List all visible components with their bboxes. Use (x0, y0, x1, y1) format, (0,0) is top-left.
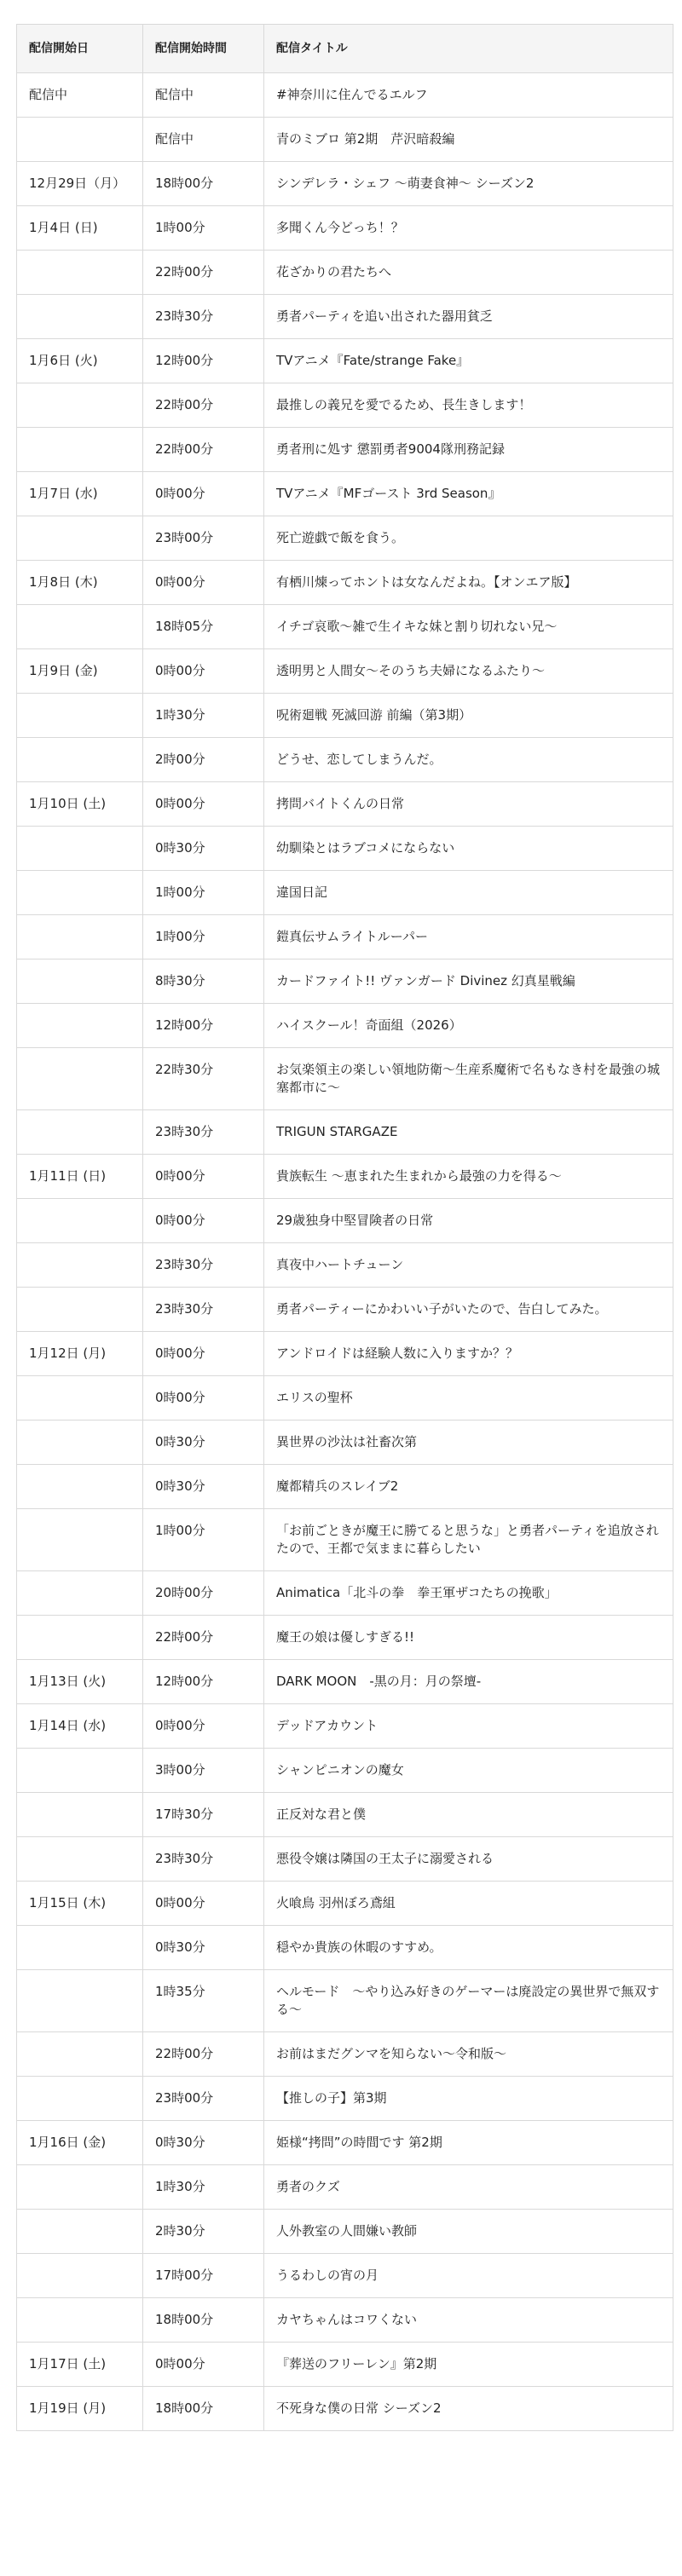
table-row (17, 1509, 673, 1571)
table-header (17, 25, 673, 73)
cell-start-date: 1月13日 (火) (17, 1660, 143, 1704)
cell-title: カードファイト!! ヴァンガード Divinez 幻真星戦編 (264, 960, 673, 1004)
cell-start-date (17, 251, 143, 295)
cell-title: カヤちゃんはコワくない (264, 2298, 673, 2343)
table-row (17, 339, 673, 383)
cell-start-date (17, 1926, 143, 1970)
cell-title: 【推しの子】第3期 (264, 2077, 673, 2121)
table-row (17, 1616, 673, 1660)
cell-start-date: 1月11日 (日) (17, 1155, 143, 1199)
cell-start-date: 1月6日 (火) (17, 339, 143, 383)
table-row (17, 1155, 673, 1199)
cell-start-time: 17時30分 (143, 1793, 264, 1837)
cell-start-date: 1月17日 (土) (17, 2343, 143, 2387)
cell-title: 穏やか貴族の休暇のすすめ。 (264, 1926, 673, 1970)
cell-start-time: 12時00分 (143, 1004, 264, 1048)
cell-title: 有栖川煉ってホントは女なんだよね。【オンエア版】 (264, 561, 673, 605)
cell-start-date (17, 1793, 143, 1837)
cell-start-date (17, 1837, 143, 1882)
cell-start-date (17, 295, 143, 339)
table-row (17, 1004, 673, 1048)
cell-start-date (17, 383, 143, 428)
cell-title: 真夜中ハートチューン (264, 1243, 673, 1288)
cell-start-time: 23時30分 (143, 1288, 264, 1332)
cell-title: #神奈川に住んでるエルフ (264, 73, 673, 118)
cell-start-date: 1月9日 (金) (17, 649, 143, 694)
cell-title: うるわしの宵の月 (264, 2254, 673, 2298)
cell-start-time: 23時30分 (143, 1110, 264, 1155)
cell-title: ヘルモード ～やり込み好きのゲーマーは廃設定の異世界で無双する～ (264, 1970, 673, 2032)
cell-title: 多聞くん今どっち！？ (264, 206, 673, 251)
cell-title: 幼馴染とはラブコメにならない (264, 827, 673, 871)
table-row (17, 605, 673, 649)
cell-title: お気楽領主の楽しい領地防衛～生産系魔術で名もなき村を最強の城塞都市に～ (264, 1048, 673, 1110)
cell-start-time: 20時00分 (143, 1571, 264, 1616)
table-row (17, 1243, 673, 1288)
cell-title: 青のミブロ 第2期 芹沢暗殺編 (264, 118, 673, 162)
cell-start-time: 18時00分 (143, 2298, 264, 2343)
table-row (17, 472, 673, 516)
cell-start-date (17, 428, 143, 472)
cell-title: 勇者パーティーにかわいい子がいたので、告白してみた。 (264, 1288, 673, 1332)
cell-start-time: 18時05分 (143, 605, 264, 649)
table-row (17, 2121, 673, 2165)
cell-start-time: 23時30分 (143, 1837, 264, 1882)
cell-start-date (17, 1616, 143, 1660)
cell-title: 魔王の娘は優しすぎる!! (264, 1616, 673, 1660)
cell-start-date (17, 871, 143, 915)
cell-start-time: 0時00分 (143, 1155, 264, 1199)
cell-start-date (17, 1571, 143, 1616)
cell-title: Animatica「北斗の拳 拳王軍ザコたちの挽歌」 (264, 1571, 673, 1616)
table-row (17, 1749, 673, 1793)
cell-start-time: 2時00分 (143, 738, 264, 782)
cell-title: TRIGUN STARGAZE (264, 1110, 673, 1155)
table-row (17, 1704, 673, 1749)
cell-title: エリスの聖杯 (264, 1376, 673, 1421)
cell-start-date (17, 1421, 143, 1465)
cell-start-time: 12時00分 (143, 1660, 264, 1704)
cell-title: 悪役令嬢は隣国の王太子に溺愛される (264, 1837, 673, 1882)
cell-start-date (17, 2032, 143, 2077)
cell-title: 「お前ごときが魔王に勝てると思うな」と勇者パーティを追放されたので、王都で気ままに暮らしたい (264, 1509, 673, 1571)
cell-start-date: 1月8日 (木) (17, 561, 143, 605)
cell-title: 拷問バイトくんの日常 (264, 782, 673, 827)
table-row (17, 1332, 673, 1376)
table-row (17, 1882, 673, 1926)
table-row (17, 2210, 673, 2254)
cell-title: 異世界の沙汰は社畜次第 (264, 1421, 673, 1465)
table-row (17, 1571, 673, 1616)
cell-start-date (17, 915, 143, 960)
cell-start-time: 0時00分 (143, 1199, 264, 1243)
table-row (17, 2077, 673, 2121)
cell-title: 『葬送のフリーレン』第2期 (264, 2343, 673, 2387)
cell-start-time: 0時00分 (143, 561, 264, 605)
cell-start-date (17, 1110, 143, 1155)
cell-start-time: 0時00分 (143, 1704, 264, 1749)
cell-start-date (17, 605, 143, 649)
cell-start-date (17, 1970, 143, 2032)
cell-title: 最推しの義兄を愛でるため、長生きします！ (264, 383, 673, 428)
table-row (17, 915, 673, 960)
cell-start-time: 0時30分 (143, 1465, 264, 1509)
cell-title: 勇者パーティを追い出された器用貧乏 (264, 295, 673, 339)
cell-title: お前はまだグンマを知らない～令和版～ (264, 2032, 673, 2077)
table-row (17, 1926, 673, 1970)
table-row (17, 2165, 673, 2210)
header-start-time: 配信開始時間 (143, 25, 264, 73)
cell-start-time: 1時35分 (143, 1970, 264, 2032)
cell-title: 勇者刑に処す 懲罰勇者9004隊刑務記録 (264, 428, 673, 472)
table-row (17, 2343, 673, 2387)
cell-title: ハイスクール！奇面組（2026） (264, 1004, 673, 1048)
cell-start-date (17, 738, 143, 782)
table-row (17, 73, 673, 118)
cell-start-time: 8時30分 (143, 960, 264, 1004)
cell-title: 鎧真伝サムライトルーパー (264, 915, 673, 960)
cell-start-time: 0時30分 (143, 1421, 264, 1465)
cell-start-time: 0時30分 (143, 2121, 264, 2165)
cell-title: 人外教室の人間嫌い教師 (264, 2210, 673, 2254)
table-row (17, 251, 673, 295)
table-row (17, 738, 673, 782)
table-row (17, 1421, 673, 1465)
cell-start-date (17, 1004, 143, 1048)
cell-start-date: 1月10日 (土) (17, 782, 143, 827)
table-row (17, 694, 673, 738)
cell-start-time: 22時00分 (143, 251, 264, 295)
cell-start-time: 1時30分 (143, 2165, 264, 2210)
table-row (17, 1288, 673, 1332)
cell-start-date (17, 1465, 143, 1509)
cell-title: 勇者のクズ (264, 2165, 673, 2210)
table-row (17, 1837, 673, 1882)
cell-start-date (17, 1509, 143, 1571)
cell-title: 花ざかりの君たちへ (264, 251, 673, 295)
cell-title: 魔都精兵のスレイブ2 (264, 1465, 673, 1509)
cell-start-date: 配信中 (17, 73, 143, 118)
table-row (17, 561, 673, 605)
table-row (17, 1110, 673, 1155)
table-body (17, 73, 673, 2431)
cell-start-time: 22時00分 (143, 383, 264, 428)
table-row (17, 1660, 673, 1704)
cell-start-date (17, 1376, 143, 1421)
cell-start-date: 1月4日 (日) (17, 206, 143, 251)
cell-title: 29歳独身中堅冒険者の日常 (264, 1199, 673, 1243)
cell-start-time: 0時30分 (143, 1926, 264, 1970)
cell-title: 透明男と人間女～そのうち夫婦になるふたり～ (264, 649, 673, 694)
cell-start-time: 0時00分 (143, 649, 264, 694)
table-row (17, 649, 673, 694)
table-row (17, 2387, 673, 2431)
cell-start-date (17, 1749, 143, 1793)
table-row (17, 295, 673, 339)
table-row (17, 1376, 673, 1421)
cell-start-date (17, 516, 143, 561)
cell-start-time: 23時00分 (143, 516, 264, 561)
table-row (17, 2298, 673, 2343)
cell-start-date (17, 960, 143, 1004)
cell-start-time: 17時00分 (143, 2254, 264, 2298)
cell-title: 姫様“拷問”の時間です 第2期 (264, 2121, 673, 2165)
cell-start-time: 3時00分 (143, 1749, 264, 1793)
cell-title: 正反対な君と僕 (264, 1793, 673, 1837)
cell-start-date (17, 1288, 143, 1332)
table-row (17, 383, 673, 428)
cell-title: イチゴ哀歌～雑で生イキな妹と割り切れない兄～ (264, 605, 673, 649)
cell-title: シャンピニオンの魔女 (264, 1749, 673, 1793)
cell-start-date (17, 1243, 143, 1288)
cell-title: 貴族転生 ～恵まれた生まれから最強の力を得る～ (264, 1155, 673, 1199)
cell-start-time: 0時00分 (143, 472, 264, 516)
cell-title: 火喰鳥 羽州ぼろ鳶組 (264, 1882, 673, 1926)
cell-title: シンデレラ・シェフ ～萌妻食神～ シーズン2 (264, 162, 673, 206)
cell-start-date: 1月15日 (木) (17, 1882, 143, 1926)
cell-start-time: 0時00分 (143, 1882, 264, 1926)
cell-start-date (17, 2077, 143, 2121)
cell-start-time: 12時00分 (143, 339, 264, 383)
cell-start-time: 0時00分 (143, 1376, 264, 1421)
table-row (17, 2254, 673, 2298)
cell-start-date: 1月12日 (月) (17, 1332, 143, 1376)
table-row (17, 1970, 673, 2032)
cell-start-time: 22時00分 (143, 1616, 264, 1660)
cell-start-time: 1時00分 (143, 1509, 264, 1571)
cell-start-date: 1月19日 (月) (17, 2387, 143, 2431)
cell-start-time: 18時00分 (143, 162, 264, 206)
cell-start-time: 1時00分 (143, 871, 264, 915)
cell-title: 違国日記 (264, 871, 673, 915)
cell-start-time: 2時30分 (143, 2210, 264, 2254)
table-row (17, 960, 673, 1004)
table-row (17, 162, 673, 206)
table-row (17, 2032, 673, 2077)
cell-start-date (17, 1199, 143, 1243)
cell-start-time: 0時00分 (143, 2343, 264, 2387)
cell-start-date (17, 694, 143, 738)
cell-start-date: 1月16日 (金) (17, 2121, 143, 2165)
schedule-table (16, 24, 673, 2431)
cell-start-time: 1時00分 (143, 915, 264, 960)
cell-start-time: 1時30分 (143, 694, 264, 738)
cell-start-time: 22時30分 (143, 1048, 264, 1110)
table-row (17, 428, 673, 472)
cell-title: 不死身な僕の日常 シーズン2 (264, 2387, 673, 2431)
table-row (17, 782, 673, 827)
table-row (17, 118, 673, 162)
cell-start-date: 1月14日 (水) (17, 1704, 143, 1749)
table-row (17, 1199, 673, 1243)
cell-title: 死亡遊戯で飯を食う。 (264, 516, 673, 561)
cell-start-date: 1月7日 (水) (17, 472, 143, 516)
table-row (17, 827, 673, 871)
cell-start-time: 0時00分 (143, 782, 264, 827)
table-row (17, 1465, 673, 1509)
cell-title: DARK MOON -黒の月：月の祭壇- (264, 1660, 673, 1704)
cell-title: デッドアカウント (264, 1704, 673, 1749)
cell-start-time: 23時30分 (143, 295, 264, 339)
cell-start-time: 18時00分 (143, 2387, 264, 2431)
table-row (17, 516, 673, 561)
cell-start-time: 配信中 (143, 118, 264, 162)
cell-start-date (17, 2165, 143, 2210)
table-row (17, 1048, 673, 1110)
cell-start-date (17, 2254, 143, 2298)
header-row (17, 25, 673, 73)
cell-title: TVアニメ『Fate/strange Fake』 (264, 339, 673, 383)
header-start-date: 配信開始日 (17, 25, 143, 73)
table-row (17, 871, 673, 915)
cell-start-time: 22時00分 (143, 2032, 264, 2077)
cell-start-date (17, 2210, 143, 2254)
cell-start-date (17, 118, 143, 162)
cell-start-time: 0時00分 (143, 1332, 264, 1376)
cell-start-date: 12月29日（月） (17, 162, 143, 206)
cell-start-time: 23時00分 (143, 2077, 264, 2121)
cell-start-time: 1時00分 (143, 206, 264, 251)
cell-start-date (17, 827, 143, 871)
cell-start-time: 0時30分 (143, 827, 264, 871)
cell-start-time: 配信中 (143, 73, 264, 118)
table-row (17, 206, 673, 251)
cell-start-date (17, 2298, 143, 2343)
cell-title: どうせ、恋してしまうんだ。 (264, 738, 673, 782)
header-title: 配信タイトル (264, 25, 673, 73)
cell-start-date (17, 1048, 143, 1110)
cell-start-time: 23時30分 (143, 1243, 264, 1288)
table-row (17, 1793, 673, 1837)
cell-title: アンドロイドは経験人数に入りますか？？ (264, 1332, 673, 1376)
cell-title: 呪術廻戦 死滅回游 前編（第3期） (264, 694, 673, 738)
cell-title: TVアニメ『MFゴースト 3rd Season』 (264, 472, 673, 516)
cell-start-time: 22時00分 (143, 428, 264, 472)
